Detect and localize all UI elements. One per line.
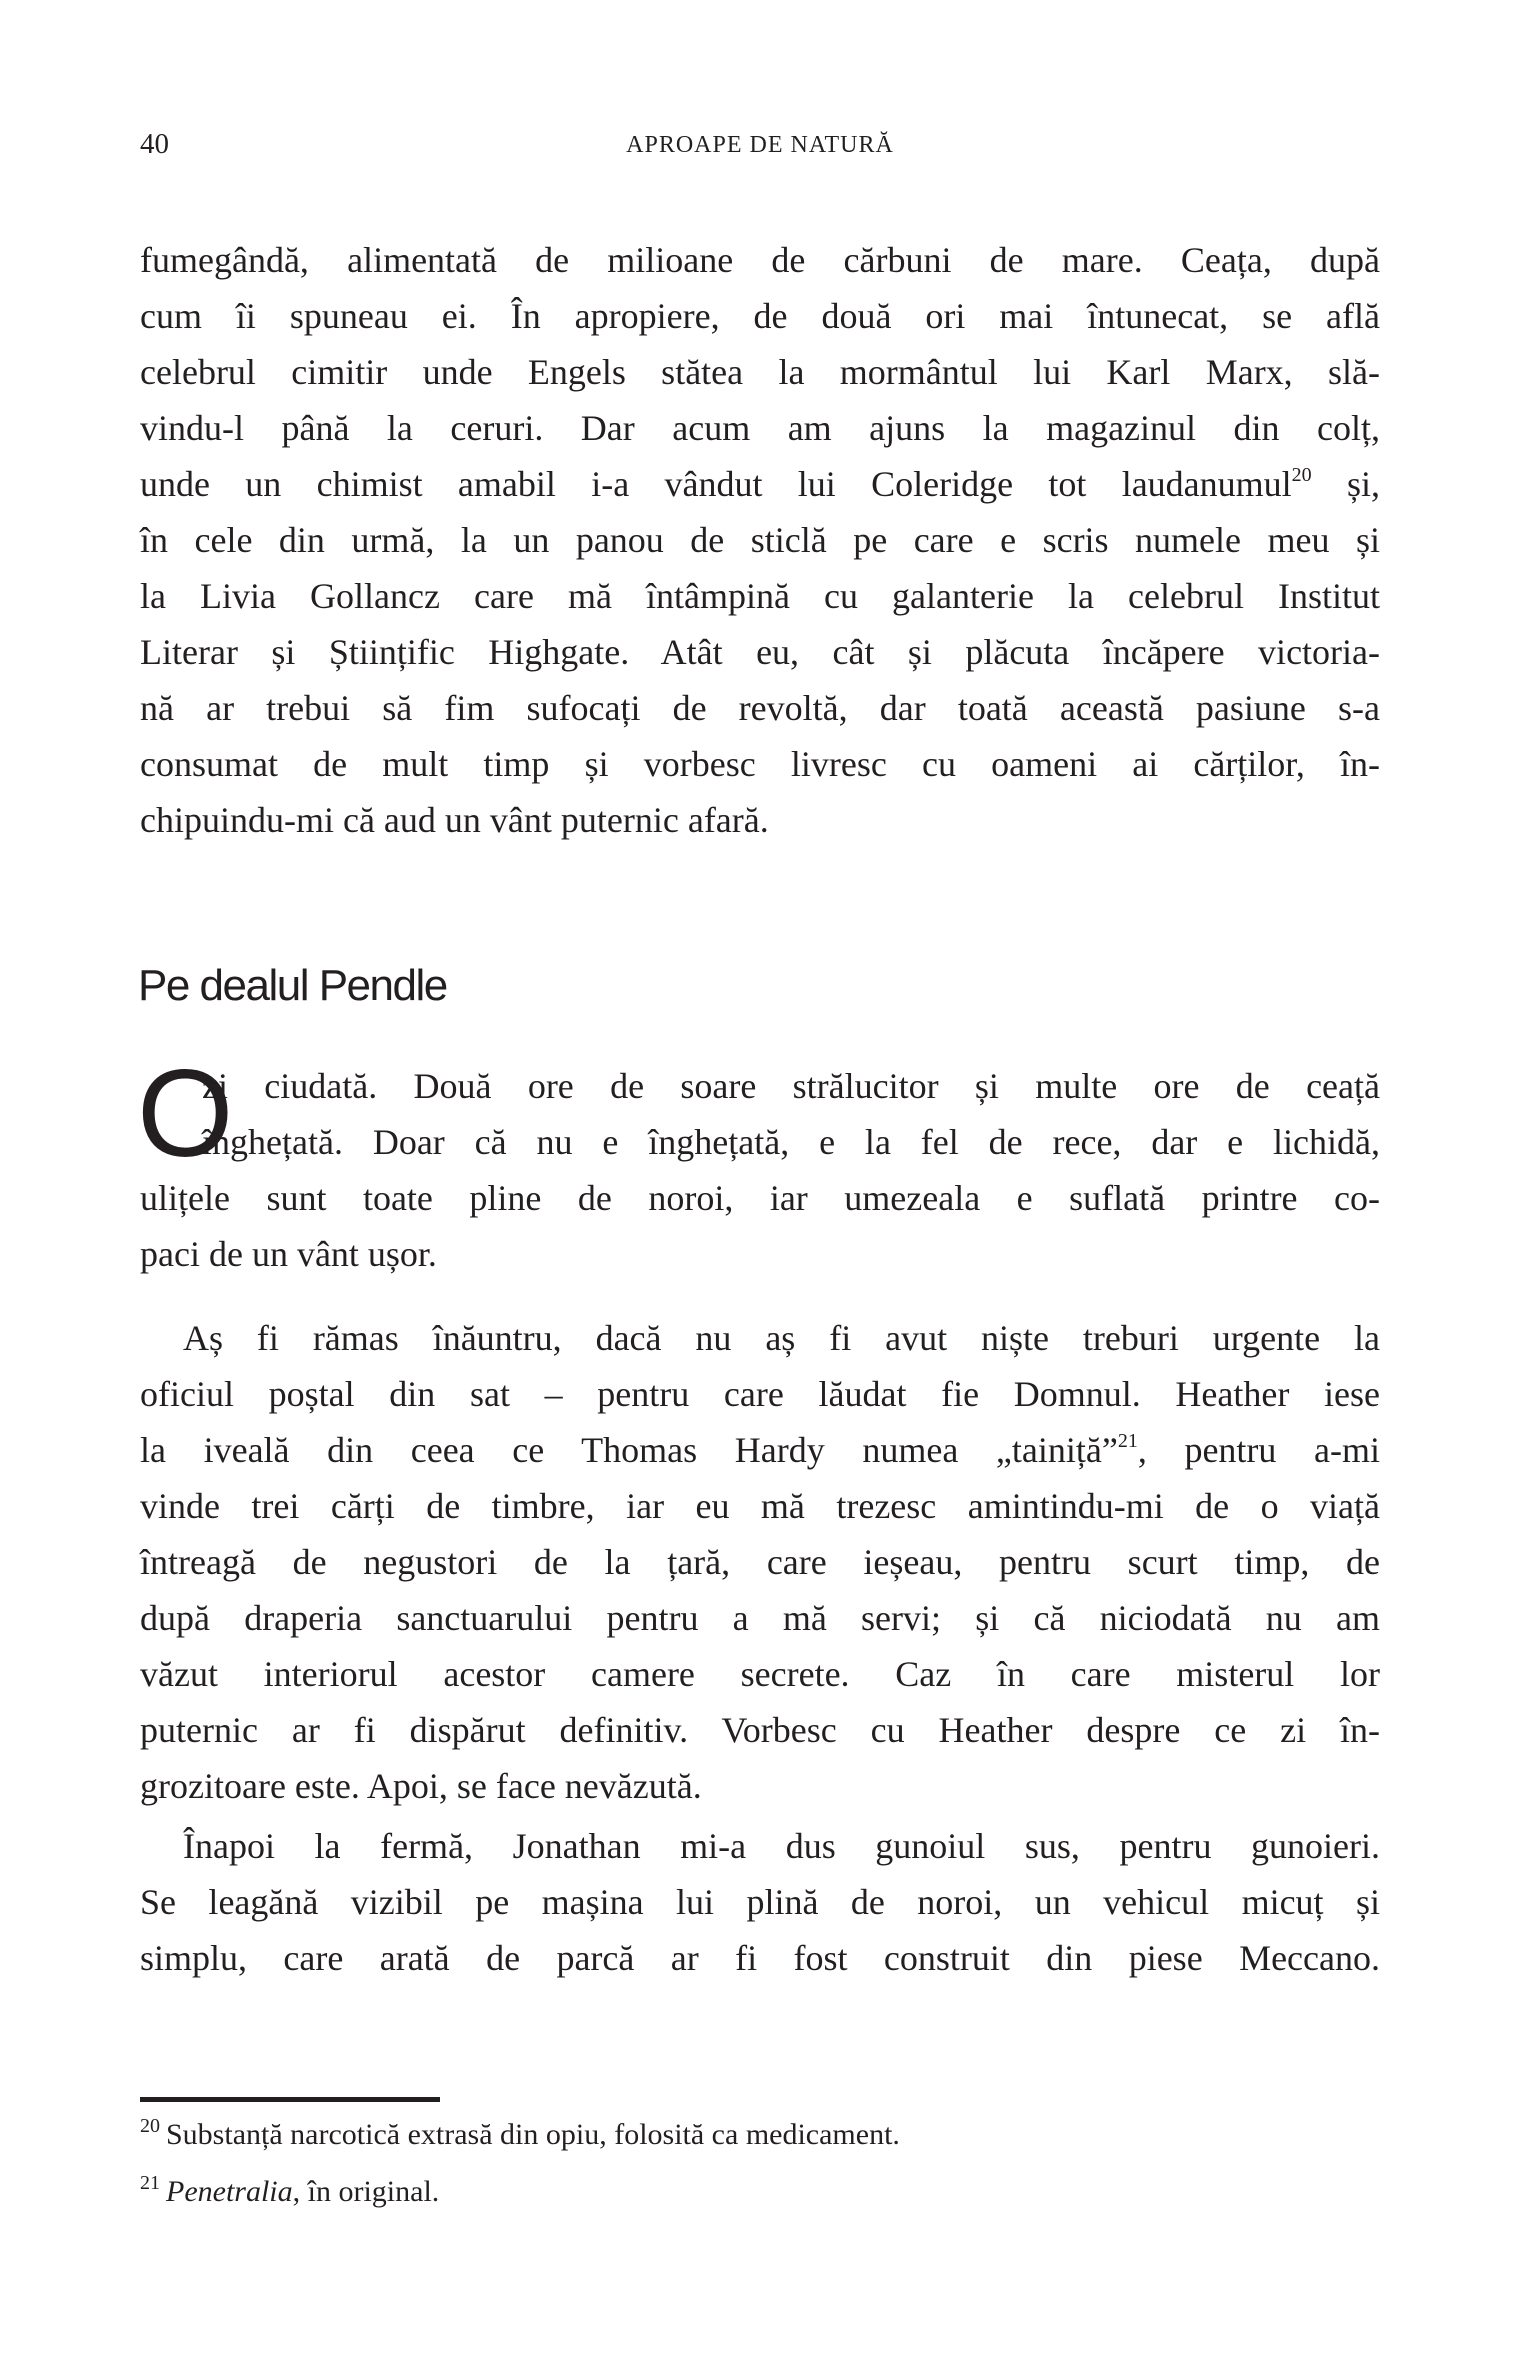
text-line: după draperia sanctuarului pentru a mă servi; și că niciodată nu am bbox=[140, 1598, 1380, 1638]
text-line: vinde trei cărți de timbre, iar eu mă trezesc amintindu-mi de o viață bbox=[140, 1486, 1380, 1526]
text-line: zi ciudată. Două ore de soare strălucitor și multe ore de ceață bbox=[202, 1066, 1380, 1106]
text-line: văzut interiorul acestor camere secrete. Caz în care misterul lor bbox=[140, 1654, 1380, 1694]
text-fragment: unde un chimist amabil i-a vândut lui Coleridge tot laudanumul bbox=[140, 464, 1292, 504]
text-line: puternic ar fi dispărut definitiv. Vorbesc cu Heather despre ce zi în- bbox=[140, 1710, 1380, 1750]
text-line-with-footnote-ref bbox=[140, 456, 1380, 512]
text-line: Înapoi la fermă, Jonathan mi-a dus gunoiul sus, pentru gunoieri. bbox=[183, 1826, 1380, 1866]
text-line: simplu, care arată de parcă ar fi fost construit din piese Meccano. bbox=[140, 1938, 1380, 1978]
running-title: APROAPE DE NATURĂ bbox=[626, 132, 894, 158]
section-2-paragraph-3 bbox=[140, 1818, 1380, 1986]
text-line-with-footnote-ref bbox=[140, 1422, 1380, 1478]
text-line: consumat de mult timp și vorbesc livresc cu oameni ai cărților, în- bbox=[140, 744, 1380, 784]
section-heading: Pe dealul Pendle bbox=[138, 961, 447, 1010]
section-2-paragraph-2 bbox=[140, 1310, 1380, 1814]
footnote-number: 20 bbox=[140, 2115, 160, 2137]
text-line: Aș fi rămas înăuntru, dacă nu aș fi avut niște treburi urgente la bbox=[183, 1318, 1380, 1358]
footnote-separator bbox=[140, 2097, 440, 2102]
text-line: chipuindu-mi că aud un vânt puternic afară. bbox=[140, 800, 769, 840]
text-line: vindu-l până la ceruri. Dar acum am ajuns la magazinul din colț, bbox=[140, 408, 1380, 448]
footnote-20 bbox=[140, 2115, 900, 2152]
text-fragment: la iveală din ceea ce Thomas Hardy numea „tainiță” bbox=[140, 1430, 1118, 1470]
text-line: grozitoare este. Apoi, se face nevăzută. bbox=[140, 1766, 702, 1806]
running-header bbox=[140, 128, 1380, 168]
section-1-paragraph bbox=[140, 232, 1380, 848]
text-line: oficiul poștal din sat – pentru care lăudat fie Domnul. Heather iese bbox=[140, 1374, 1380, 1414]
footnote-number: 21 bbox=[140, 2172, 160, 2194]
footnote-italic-term: Penetralia bbox=[166, 2175, 293, 2208]
text-line: întreagă de negustori de la țară, care ieșeau, pentru scurt timp, de bbox=[140, 1542, 1380, 1582]
section-2-paragraph-1 bbox=[140, 1058, 1380, 1282]
text-line: ulițele sunt toate pline de noroi, iar umezeala e suflată printre co- bbox=[140, 1178, 1380, 1218]
text-fragment: , pentru a-mi bbox=[1137, 1430, 1380, 1470]
text-line: Se leagănă vizibil pe mașina lui plină de noroi, un vehicul micuț și bbox=[140, 1882, 1380, 1922]
text-line: cum îi spuneau ei. În apropiere, de două ori mai întunecat, se află bbox=[140, 296, 1380, 336]
page-number: 40 bbox=[140, 128, 169, 160]
text-line: la Livia Gollancz care mă întâmpină cu galanterie la celebrul Institut bbox=[140, 576, 1380, 616]
text-line: paci de un vânt ușor. bbox=[140, 1234, 437, 1274]
drop-cap: O bbox=[137, 1045, 234, 1183]
text-line: nă ar trebui să fim sufocați de revoltă, dar toată această pasiune s-a bbox=[140, 688, 1380, 728]
footnote-ref-21[interactable]: 21 bbox=[1117, 1430, 1138, 1452]
text-line: înghețată. Doar că nu e înghețată, e la fel de rece, dar e lichidă, bbox=[202, 1122, 1380, 1162]
text-line: în cele din urmă, la un panou de sticlă pe care e scris numele meu și bbox=[140, 520, 1380, 560]
text-fragment: și, bbox=[1311, 464, 1380, 504]
footnote-21 bbox=[140, 2172, 440, 2209]
footnote-ref-20[interactable]: 20 bbox=[1291, 464, 1312, 486]
text-line: celebrul cimitir unde Engels stătea la mormântul lui Karl Marx, slă- bbox=[140, 352, 1380, 392]
footnote-text: Substanță narcotică extrasă din opiu, folosită ca medicament. bbox=[166, 2118, 900, 2151]
text-line: Literar și Științific Highgate. Atât eu, cât și plăcuta încăpere victoria- bbox=[140, 632, 1380, 672]
text-line: fumegândă, alimentată de milioane de cărbuni de mare. Ceața, după bbox=[140, 240, 1380, 280]
footnote-text: , în original. bbox=[292, 2175, 440, 2208]
